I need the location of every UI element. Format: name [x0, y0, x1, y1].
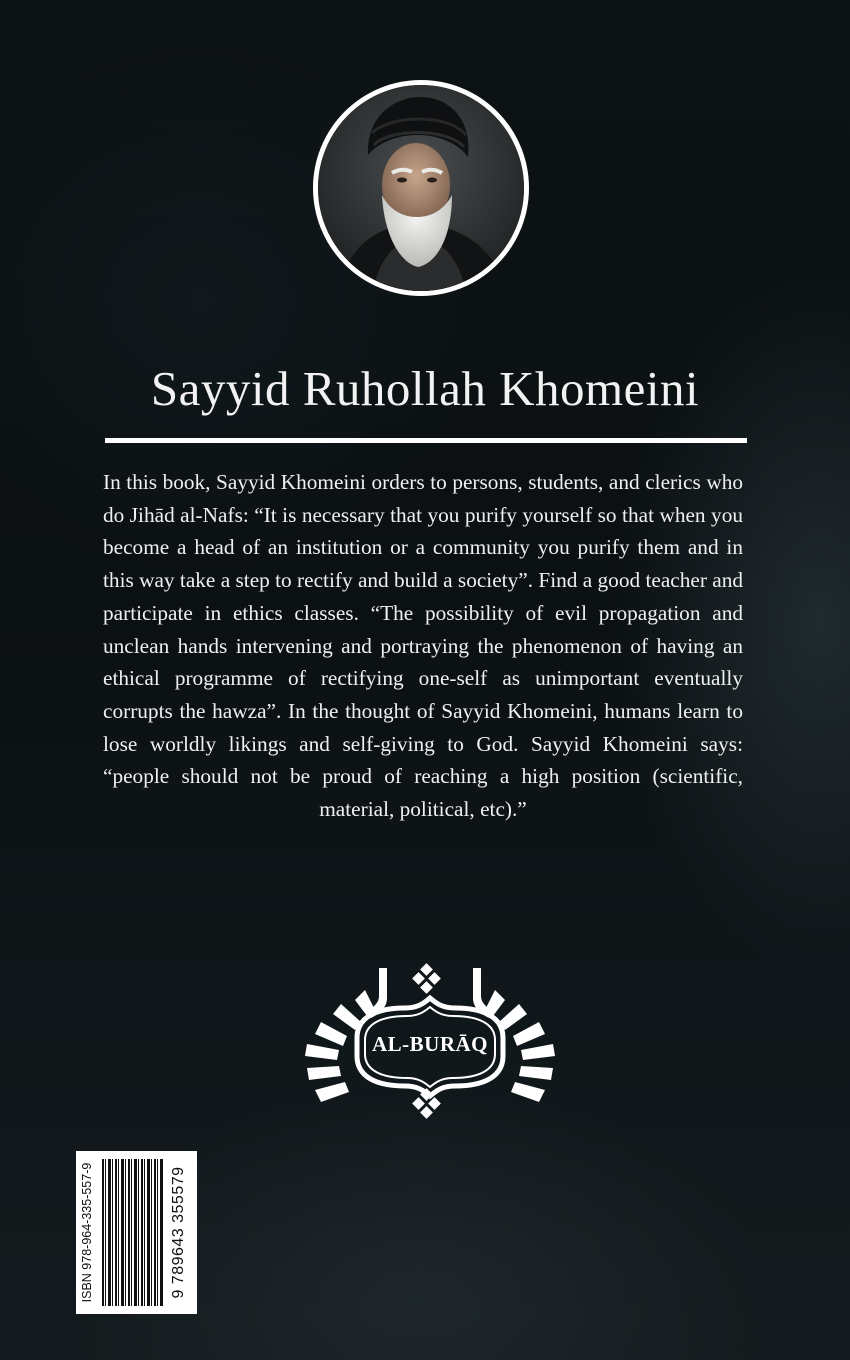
- author-portrait: [313, 80, 529, 296]
- portrait-photo-icon: [318, 85, 524, 291]
- publisher-logo: [295, 960, 565, 1130]
- isbn-barcode: [76, 1151, 197, 1314]
- author-name: Sayyid Ruhollah Khomeini: [150, 361, 700, 416]
- book-description: In this book, Sayyid Khomeini orders to persons, students, and clerics who do Jihād al-Nafs: “It is necessary that you purify yourself so that when you become a head of an institution or a community you purify them and in this way take a step to rectify and build a society”. Find a good teacher and participate in ethics classes. “The possibility of evil propagation and unclean hands intervening and portraying the phenomenon of having an ethical programme of rectifying one-self as unimportant eventually corrupts the hawza”. In the thought of Sayyid Khomeini, humans learn to lose worldly likings and self-giving to God. Sayyid Khomeini says: “people should not be proud of reaching a high position (scientific, material, political, etc).”: [103, 470, 743, 822]
- isbn-label: ISBN 978-964-335-557-9: [80, 1162, 94, 1303]
- title-divider: [105, 438, 747, 443]
- publisher-name: AL-BURĀQ: [371, 1032, 488, 1056]
- barcode-bars: [102, 1159, 164, 1306]
- isbn-digits: 9 789643 355579: [170, 1166, 187, 1299]
